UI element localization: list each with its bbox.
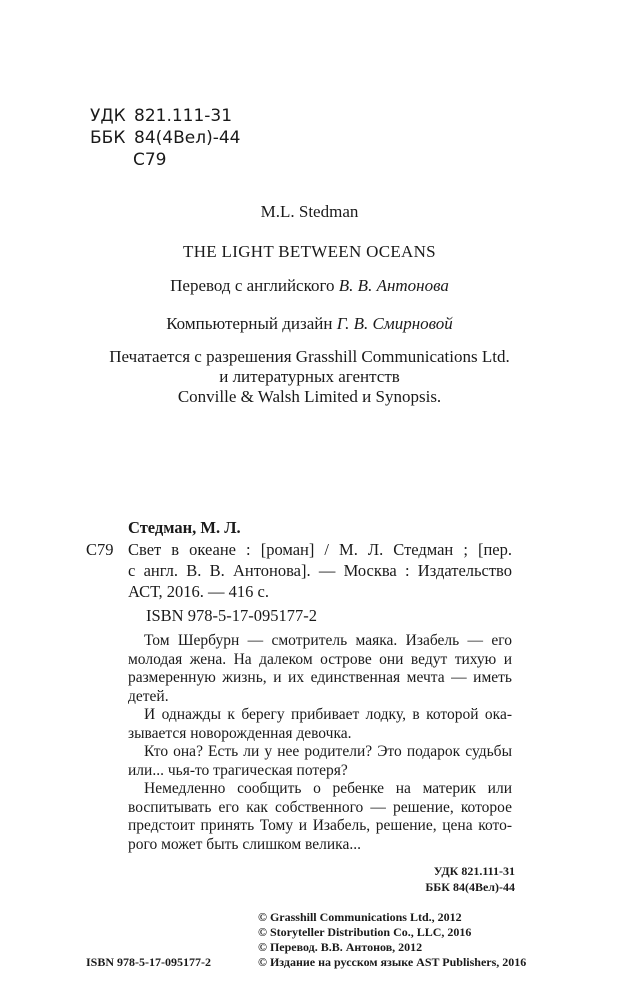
annotation-line: предстоит принять Тому и Изабель, решение, цена кото- <box>128 817 512 834</box>
bbk-label: ББК <box>90 128 126 148</box>
cutter-code: С79 <box>133 150 167 170</box>
title-original: THE LIGHT BETWEEN OCEANS <box>183 242 436 261</box>
annotation-paragraph <box>128 743 512 780</box>
design-prefix: Компьютерный дизайн <box>166 314 333 333</box>
bib-line: Свет в океане : [роман] / М. Л. Стедман ; [пер. <box>128 540 512 559</box>
bbk-code <box>90 128 240 148</box>
annotation-line: молодая жена. На далеком острове они ведут тихую и <box>128 650 512 668</box>
udk-value: 821.111-31 <box>134 106 233 126</box>
copyright-line: © Grasshill Communications Ltd., 2012 <box>258 910 462 924</box>
annotation-line: Кто она? Есть ли у нее родители? Это подарок судьбы <box>144 743 512 760</box>
annotation-paragraph <box>128 706 512 743</box>
annotation-line: воспитывать его как собственного — решение, которое <box>128 798 512 816</box>
author-original: M.L. Stedman <box>260 202 359 221</box>
bib-line: с англ. В. В. Антонова]. — Москва : Издательство <box>128 561 512 580</box>
bib-line: АСТ, 2016. — 416 с. <box>128 582 269 601</box>
permission-line: Conville & Walsh Limited и Synopsis. <box>177 387 442 406</box>
bib-cutter: С79 <box>86 540 114 559</box>
udk-code <box>90 106 232 126</box>
annotation-paragraph <box>128 632 512 706</box>
permission-line: и литературных агентств <box>219 367 400 386</box>
annotation-line: Том Шербурн — смотритель маяка. Изабель — его <box>144 632 512 649</box>
annotation-line: рого может быть слишком велика... <box>128 835 361 853</box>
annotation-line: или... чья-то трагическая потеря? <box>128 761 348 779</box>
annotation-paragraph <box>128 780 512 854</box>
bottom-bbk: ББК 84(4Вел)-44 <box>425 880 515 894</box>
designer-name: Г. В. Смирновой <box>336 314 453 333</box>
annotation-line: зывается новорожденная девочка. <box>128 724 352 742</box>
bottom-isbn: ISBN 978-5-17-095177-2 <box>86 955 211 969</box>
permission-line: Печатается с разрешения Grasshill Communications Ltd. <box>109 347 510 366</box>
copyright-line: © Издание на русском языке AST Publishers, 2016 <box>258 955 527 969</box>
bottom-udk: УДК 821.111-31 <box>433 864 515 878</box>
translation-credit <box>0 276 619 296</box>
udk-label: УДК <box>90 106 126 126</box>
annotation-line: детей. <box>128 687 169 705</box>
bib-heading: Стедман, М. Л. <box>128 518 241 537</box>
annotation-line: И однажды к берегу прибивает лодку, в которой ока- <box>144 706 512 723</box>
translator-name: В. В. Антонова <box>338 276 449 295</box>
annotation-line: размеренную жизнь, и их единственная мечта — иметь <box>128 669 512 686</box>
bbk-value: 84(4Вел)-44 <box>134 128 241 148</box>
copyright-line: © Перевод. В.В. Антонов, 2012 <box>258 940 423 954</box>
bib-isbn: ISBN 978-5-17-095177-2 <box>146 606 317 625</box>
design-credit <box>0 314 619 334</box>
copyright-line: © Storyteller Distribution Co., LLC, 2016 <box>258 925 472 939</box>
annotation-line: Немедленно сообщить о ребенке на материк или <box>144 780 512 797</box>
translation-prefix: Перевод с английского <box>170 276 335 295</box>
